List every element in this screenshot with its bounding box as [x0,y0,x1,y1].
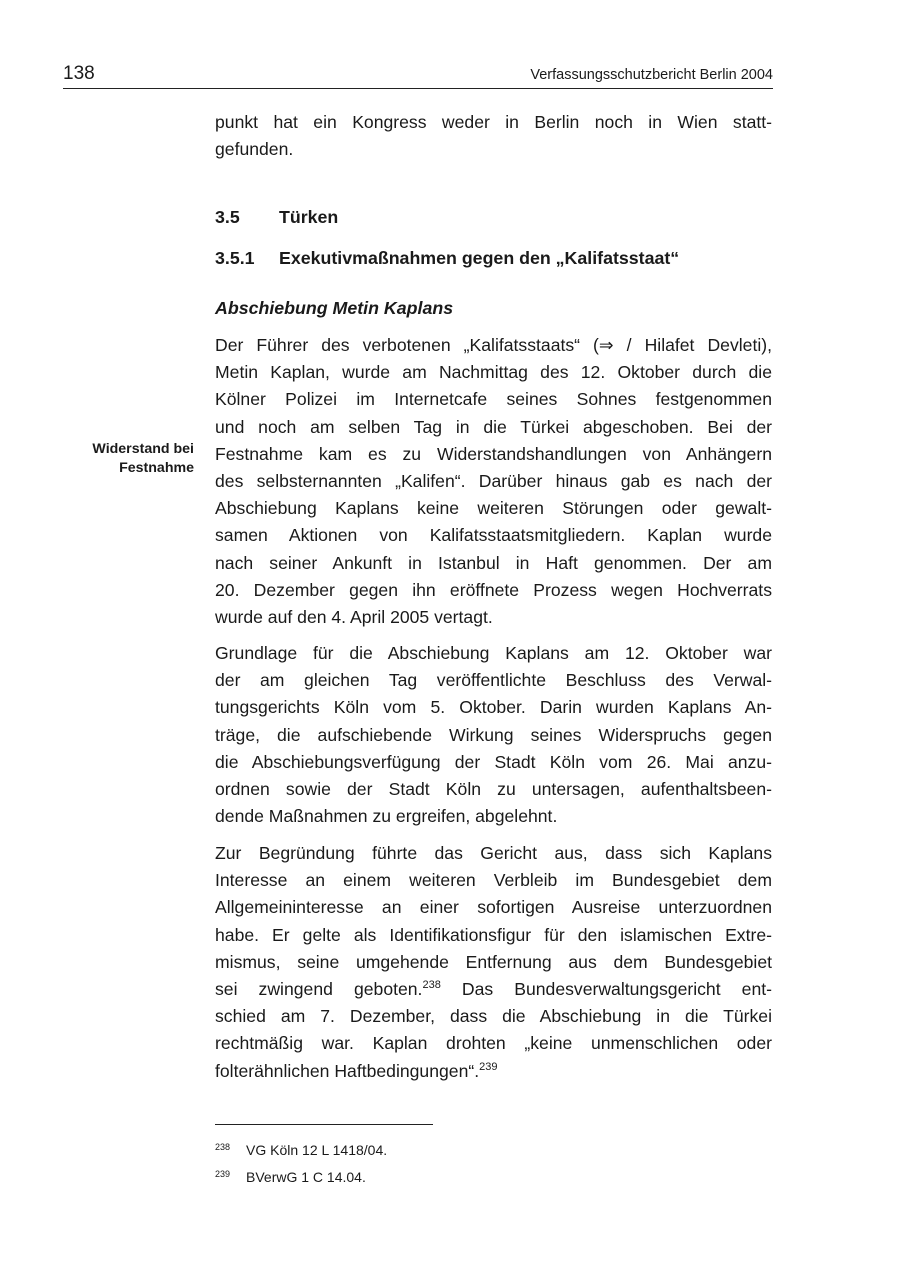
text-line: Grundlage für die Abschiebung Kaplans am 12. Oktober war [215,643,772,663]
margin-note [92,440,194,478]
text-line: rechtmäßig war. Kaplan drohten „keine unmenschlichen oder [215,1033,772,1054]
margin-note-line: Festnahme [119,460,194,476]
text-line [215,976,772,1003]
paragraph-2 [215,640,772,830]
text-line: Interesse an einem weiteren Verbleib im Bundesgebiet dem [215,870,772,891]
running-title: Verfassungsschutzbericht Berlin 2004 [530,67,773,83]
footnote-text: BVerwG 1 C 14.04. [246,1169,366,1185]
margin-note-line: Widerstand bei [92,441,194,457]
text-line: träge, die aufschiebende Wirkung seines Widerspruchs gegen [215,724,772,745]
paragraph-3 [215,840,772,1085]
text-line: und noch am selben Tag in die Türkei abgeschoben. Bei der [215,416,772,437]
footnote-separator [215,1124,433,1125]
page-number: 138 [63,63,95,84]
text-line: ordnen sowie der Stadt Köln zu untersagen, aufenthaltsbeen- [215,779,772,800]
text-line: Abschiebung Kaplans keine weiteren Störungen oder gewalt- [215,498,772,519]
text-line: 20. Dezember gegen ihn eröffnete Prozess wegen Hochverrats [215,579,772,600]
subsection-heading [215,248,679,269]
text-line: der am gleichen Tag veröffentlichte Beschluss des Verwal- [215,670,772,691]
text-line: habe. Er gelte als Identifikationsfigur für den islamischen Extre- [215,924,772,945]
footnote [215,1142,388,1158]
intro-paragraph [215,109,772,163]
page-header [63,61,773,89]
text-line: nach seiner Ankunft in Istanbul in Haft genommen. Der am [215,552,772,573]
paragraph-1 [215,332,772,631]
text-line: gefunden. [215,139,294,160]
text-line: Metin Kaplan, wurde am Nachmittag des 12. Oktober durch die [215,362,772,383]
text-fragment: sei zwingend geboten. [215,979,423,1000]
text-line: mismus, seine umgehende Entfernung aus dem Bundesgebiet [215,951,772,972]
text-line [215,1058,772,1085]
footnote-number: 238 [215,1142,231,1152]
text-line: dende Maßnahmen zu ergreifen, abgelehnt. [215,806,558,827]
footnote-number: 239 [215,1169,231,1179]
footnote-ref: 238 [422,979,441,992]
section-number: 3.5 [215,207,240,227]
footnote-ref: 239 [479,1060,498,1073]
section-heading [215,207,338,228]
text-line: Festnahme kam es zu Widerstandshandlungen von Anhängern [215,443,772,464]
footnote [215,1169,366,1185]
text-line: samen Aktionen von Kalifatsstaatsmitgliedern. Kaplan wurde [215,525,772,546]
text-fragment: folterähnlichen Haftbedingungen“. [215,1060,480,1081]
text-line: Allgemeininteresse an einer sofortigen Ausreise unterzuordnen [215,897,772,918]
text-line: schied am 7. Dezember, dass die Abschiebung in die Türkei [215,1006,772,1027]
text-line: Kölner Polizei im Internetcafe seines Sohnes festgenommen [215,389,772,410]
text-line: die Abschiebungsverfügung der Stadt Köln vom 26. Mai anzu- [215,751,772,772]
subsection-number: 3.5.1 [215,248,255,268]
section-title: Türken [279,207,339,227]
text-line: des selbsternannten „Kalifen“. Darüber hinaus gab es nach der [215,471,772,492]
subsection-title: Exekutivmaßnahmen gegen den „Kalifatsstaat“ [279,248,680,268]
text-line: Der Führer des verbotenen „Kalifatsstaats“ (⇒ / Hilafet Devleti), [215,335,772,355]
text-line: Zur Begründung führte das Gericht aus, dass sich Kaplans [215,843,772,863]
text-line: tungsgerichts Köln vom 5. Oktober. Darin wurden Kaplans An- [215,697,772,718]
footnote-text: VG Köln 12 L 1418/04. [246,1142,388,1158]
text-fragment: Das Bundesverwaltungsgericht ent- [440,979,772,1000]
subheading: Abschiebung Metin Kaplans [215,298,454,318]
text-line: punkt hat ein Kongress weder in Berlin noch in Wien statt- [215,112,772,132]
text-line: wurde auf den 4. April 2005 vertagt. [215,607,493,628]
